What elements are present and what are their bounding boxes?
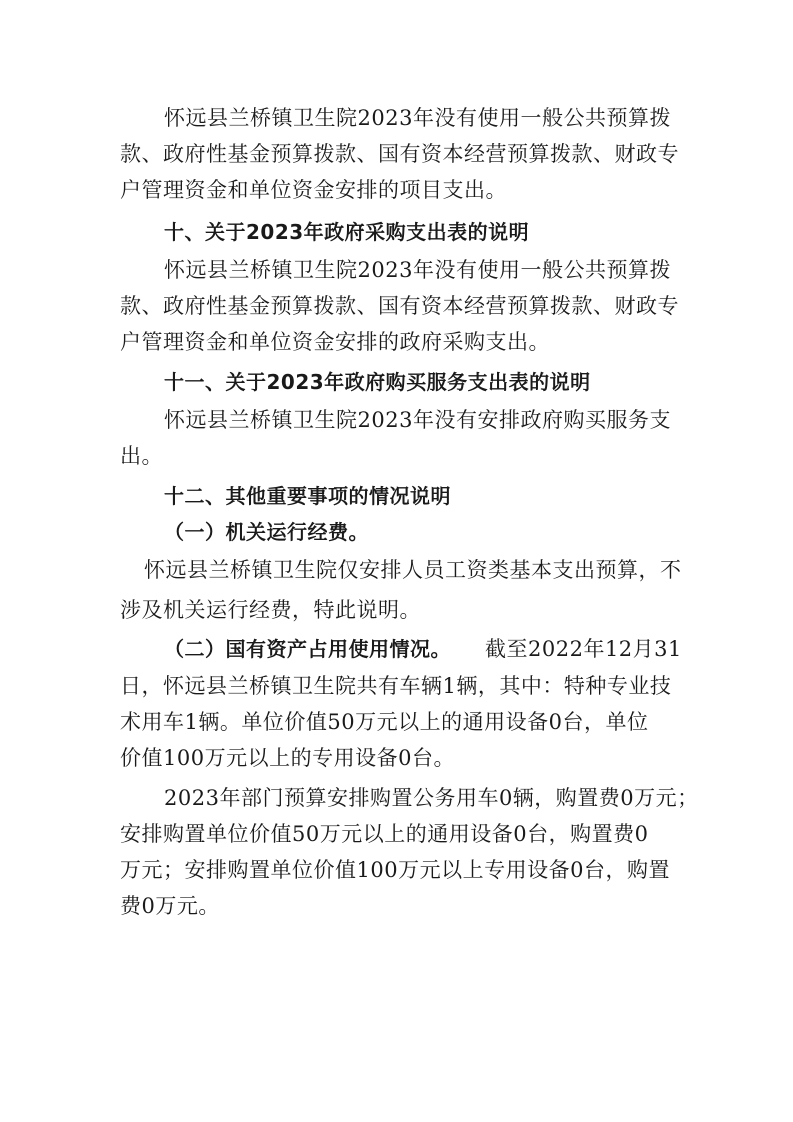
paragraph-line: 户管理资金和单位资金安排的项目支出。	[120, 178, 507, 202]
subsection-heading: （二）国有资产占用使用情况。	[164, 637, 451, 661]
paragraph-line: 出。	[120, 444, 163, 468]
section-heading: 十、关于2023年政府采购支出表的说明	[164, 220, 530, 244]
section-heading: 十一、关于2023年政府购买服务支出表的说明	[164, 370, 591, 394]
paragraph-line: 怀远县兰桥镇卫生院2023年没有安排政府购买服务支	[164, 408, 671, 432]
paragraph-line: 安排购置单位价值50万元以上的通用设备0台，购置费0	[120, 822, 649, 846]
paragraph-line: 费0万元。	[120, 894, 220, 918]
paragraph-line: 2023年部门预算安排购置公务用车0辆，购置费0万元；	[164, 786, 699, 810]
paragraph-line: 怀远县兰桥镇卫生院2023年没有使用一般公共预算拨	[164, 258, 671, 282]
paragraph-line: 户管理资金和单位资金安排的政府采购支出。	[120, 330, 550, 354]
paragraph-line: 术用车1辆。单位价值50万元以上的通用设备0台，单位	[120, 710, 649, 734]
paragraph-line: 万元；安排购置单位价值100万元以上专用设备0台，购置	[120, 858, 670, 882]
paragraph-line: 怀远县兰桥镇卫生院2023年没有使用一般公共预算拨	[164, 106, 671, 130]
paragraph-line: 价值100万元以上的专用设备0台。	[120, 746, 455, 770]
paragraph-line: 怀远县兰桥镇卫生院仅安排人员工资类基本支出预算，不	[144, 558, 682, 582]
paragraph-line: 涉及机关运行经费，特此说明。	[120, 598, 421, 622]
paragraph-line: 截至2022年12月31	[485, 637, 682, 661]
paragraph-line: 款、政府性基金预算拨款、国有资本经营预算拨款、财政专	[120, 294, 679, 318]
subsection-heading: （一）机关运行经费。	[164, 520, 369, 544]
paragraph-line: 日，怀远县兰桥镇卫生院共有车辆1辆，其中：特种专业技	[120, 674, 672, 698]
section-heading: 十二、其他重要事项的情况说明	[164, 484, 451, 508]
paragraph-line: 款、政府性基金预算拨款、国有资本经营预算拨款、财政专	[120, 142, 679, 166]
